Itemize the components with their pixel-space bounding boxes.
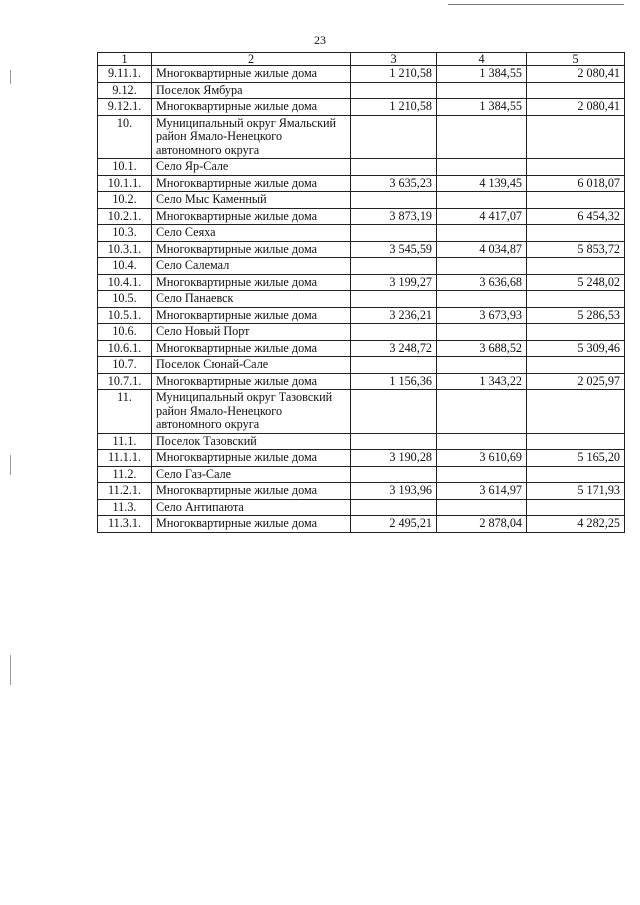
value-col5-cell: 5 286,53	[527, 307, 625, 324]
row-name-cell: Село Яр-Сале	[152, 159, 351, 176]
row-number-cell: 10.7.1.	[98, 373, 152, 390]
value-col5-cell	[527, 357, 625, 374]
row-name-cell: Многоквартирные жилые дома	[152, 66, 351, 83]
value-col5-cell: 5 853,72	[527, 241, 625, 258]
value-col3-cell: 3 236,21	[351, 307, 437, 324]
row-name-cell: Село Сеяха	[152, 225, 351, 242]
value-col5-cell: 6 454,32	[527, 208, 625, 225]
row-number-cell: 11.1.	[98, 433, 152, 450]
table-row	[98, 516, 625, 533]
row-name-cell: Село Салемал	[152, 258, 351, 275]
row-name-cell: Многоквартирные жилые дома	[152, 340, 351, 357]
top-rule	[448, 4, 624, 5]
row-number-cell: 10.7.	[98, 357, 152, 374]
table-row	[98, 499, 625, 516]
value-col4-cell	[437, 390, 527, 434]
value-col5-cell	[527, 291, 625, 308]
row-name-cell: Многоквартирные жилые дома	[152, 99, 351, 116]
value-col4-cell	[437, 357, 527, 374]
table-header-row	[98, 53, 625, 66]
value-col5-cell	[527, 115, 625, 159]
table-row	[98, 159, 625, 176]
table-row	[98, 258, 625, 275]
value-col3-cell	[351, 159, 437, 176]
value-col4-cell: 3 673,93	[437, 307, 527, 324]
table-row	[98, 175, 625, 192]
value-col3-cell	[351, 390, 437, 434]
row-name-cell: Поселок Сюнай-Сале	[152, 357, 351, 374]
value-col5-cell: 5 248,02	[527, 274, 625, 291]
value-col4-cell: 1 384,55	[437, 99, 527, 116]
value-col4-cell: 1 384,55	[437, 66, 527, 83]
value-col4-cell	[437, 291, 527, 308]
table-row	[98, 208, 625, 225]
row-number-cell: 11.3.	[98, 499, 152, 516]
value-col5-cell	[527, 192, 625, 209]
row-number-cell: 10.3.	[98, 225, 152, 242]
table-row	[98, 433, 625, 450]
value-col4-cell: 4 034,87	[437, 241, 527, 258]
row-name-cell: Поселок Тазовский	[152, 433, 351, 450]
value-col5-cell	[527, 433, 625, 450]
table-row	[98, 291, 625, 308]
value-col3-cell: 3 190,28	[351, 450, 437, 467]
row-number-cell: 9.12.1.	[98, 99, 152, 116]
value-col3-cell	[351, 499, 437, 516]
table-row	[98, 192, 625, 209]
row-name-cell: Многоквартирные жилые дома	[152, 208, 351, 225]
row-number-cell: 11.2.1.	[98, 483, 152, 500]
margin-mark	[10, 655, 11, 685]
value-col5-cell	[527, 466, 625, 483]
value-col5-cell	[527, 82, 625, 99]
margin-mark	[10, 455, 11, 475]
value-col5-cell: 2 080,41	[527, 99, 625, 116]
row-number-cell: 10.2.	[98, 192, 152, 209]
value-col5-cell	[527, 225, 625, 242]
page-number: 23	[314, 33, 326, 47]
row-number-cell: 11.	[98, 390, 152, 434]
row-name-cell: Поселок Ямбура	[152, 82, 351, 99]
value-col4-cell	[437, 82, 527, 99]
value-col5-cell: 5 309,46	[527, 340, 625, 357]
table-row	[98, 324, 625, 341]
value-col3-cell: 2 495,21	[351, 516, 437, 533]
value-col3-cell: 3 248,72	[351, 340, 437, 357]
row-number-cell: 10.1.1.	[98, 175, 152, 192]
value-col3-cell: 3 873,19	[351, 208, 437, 225]
row-number-cell: 9.12.	[98, 82, 152, 99]
row-number-cell: 10.6.1.	[98, 340, 152, 357]
value-col3-cell: 3 635,23	[351, 175, 437, 192]
row-name-cell: Многоквартирные жилые дома	[152, 373, 351, 390]
table-row	[98, 66, 625, 83]
value-col4-cell	[437, 324, 527, 341]
table-row	[98, 466, 625, 483]
value-col5-cell	[527, 390, 625, 434]
margin-mark	[10, 70, 11, 84]
value-col3-cell: 1 210,58	[351, 99, 437, 116]
value-col3-cell	[351, 466, 437, 483]
value-col4-cell	[437, 225, 527, 242]
value-col3-cell	[351, 291, 437, 308]
row-name-cell: Многоквартирные жилые дома	[152, 483, 351, 500]
value-col5-cell	[527, 159, 625, 176]
row-number-cell: 10.5.1.	[98, 307, 152, 324]
table-row	[98, 274, 625, 291]
row-number-cell: 10.6.	[98, 324, 152, 341]
value-col4-cell	[437, 192, 527, 209]
value-col4-cell: 1 343,22	[437, 373, 527, 390]
value-col5-cell	[527, 499, 625, 516]
value-col3-cell: 3 545,59	[351, 241, 437, 258]
table-row	[98, 82, 625, 99]
row-name-cell: Многоквартирные жилые дома	[152, 450, 351, 467]
row-name-cell: Многоквартирные жилые дома	[152, 307, 351, 324]
value-col3-cell: 3 199,27	[351, 274, 437, 291]
table-row	[98, 483, 625, 500]
row-number-cell: 11.1.1.	[98, 450, 152, 467]
row-number-cell: 10.2.1.	[98, 208, 152, 225]
table-body	[98, 66, 625, 533]
value-col4-cell: 3 636,68	[437, 274, 527, 291]
value-col3-cell: 3 193,96	[351, 483, 437, 500]
value-col3-cell: 1 210,58	[351, 66, 437, 83]
row-name-cell: Многоквартирные жилые дома	[152, 175, 351, 192]
value-col5-cell: 4 282,25	[527, 516, 625, 533]
value-col5-cell	[527, 258, 625, 275]
table-row	[98, 450, 625, 467]
row-number-cell: 10.1.	[98, 159, 152, 176]
column-header: 3	[351, 53, 437, 66]
value-col4-cell	[437, 115, 527, 159]
table-row	[98, 99, 625, 116]
row-name-cell: Многоквартирные жилые дома	[152, 516, 351, 533]
value-col4-cell	[437, 466, 527, 483]
column-header: 2	[152, 53, 351, 66]
table-row	[98, 241, 625, 258]
value-col5-cell: 5 171,93	[527, 483, 625, 500]
table-row	[98, 357, 625, 374]
row-number-cell: 10.	[98, 115, 152, 159]
row-number-cell: 10.4.1.	[98, 274, 152, 291]
value-col4-cell: 2 878,04	[437, 516, 527, 533]
value-col4-cell: 3 688,52	[437, 340, 527, 357]
table-row	[98, 373, 625, 390]
value-col4-cell: 4 417,07	[437, 208, 527, 225]
value-col4-cell	[437, 499, 527, 516]
value-col4-cell: 3 614,97	[437, 483, 527, 500]
row-number-cell: 11.2.	[98, 466, 152, 483]
value-col3-cell	[351, 324, 437, 341]
row-number-cell: 10.4.	[98, 258, 152, 275]
row-name-cell: Село Антипаюта	[152, 499, 351, 516]
table-row	[98, 225, 625, 242]
value-col3-cell	[351, 115, 437, 159]
value-col4-cell	[437, 258, 527, 275]
value-col4-cell	[437, 159, 527, 176]
tariff-table	[97, 52, 625, 533]
row-number-cell: 11.3.1.	[98, 516, 152, 533]
row-name-cell: Муниципальный округ Ямальский район Ямало-Ненецкого автономного округа	[152, 115, 351, 159]
row-name-cell: Село Панаевск	[152, 291, 351, 308]
value-col3-cell	[351, 357, 437, 374]
value-col4-cell	[437, 433, 527, 450]
value-col5-cell	[527, 324, 625, 341]
row-name-cell: Многоквартирные жилые дома	[152, 241, 351, 258]
row-name-cell: Село Газ-Сале	[152, 466, 351, 483]
row-name-cell: Многоквартирные жилые дома	[152, 274, 351, 291]
table-row	[98, 307, 625, 324]
table-row	[98, 390, 625, 434]
value-col4-cell: 3 610,69	[437, 450, 527, 467]
column-header: 1	[98, 53, 152, 66]
value-col3-cell: 1 156,36	[351, 373, 437, 390]
row-number-cell: 10.3.1.	[98, 241, 152, 258]
row-name-cell: Село Новый Порт	[152, 324, 351, 341]
value-col3-cell	[351, 258, 437, 275]
table-row	[98, 115, 625, 159]
value-col5-cell: 2 080,41	[527, 66, 625, 83]
value-col3-cell	[351, 433, 437, 450]
value-col3-cell	[351, 225, 437, 242]
value-col5-cell: 6 018,07	[527, 175, 625, 192]
value-col3-cell	[351, 192, 437, 209]
column-header: 5	[527, 53, 625, 66]
row-name-cell: Село Мыс Каменный	[152, 192, 351, 209]
table-row	[98, 340, 625, 357]
value-col5-cell: 2 025,97	[527, 373, 625, 390]
value-col3-cell	[351, 82, 437, 99]
row-name-cell: Муниципальный округ Тазовский район Ямало-Ненецкого автономного округа	[152, 390, 351, 434]
value-col5-cell: 5 165,20	[527, 450, 625, 467]
row-number-cell: 9.11.1.	[98, 66, 152, 83]
column-header: 4	[437, 53, 527, 66]
row-number-cell: 10.5.	[98, 291, 152, 308]
value-col4-cell: 4 139,45	[437, 175, 527, 192]
